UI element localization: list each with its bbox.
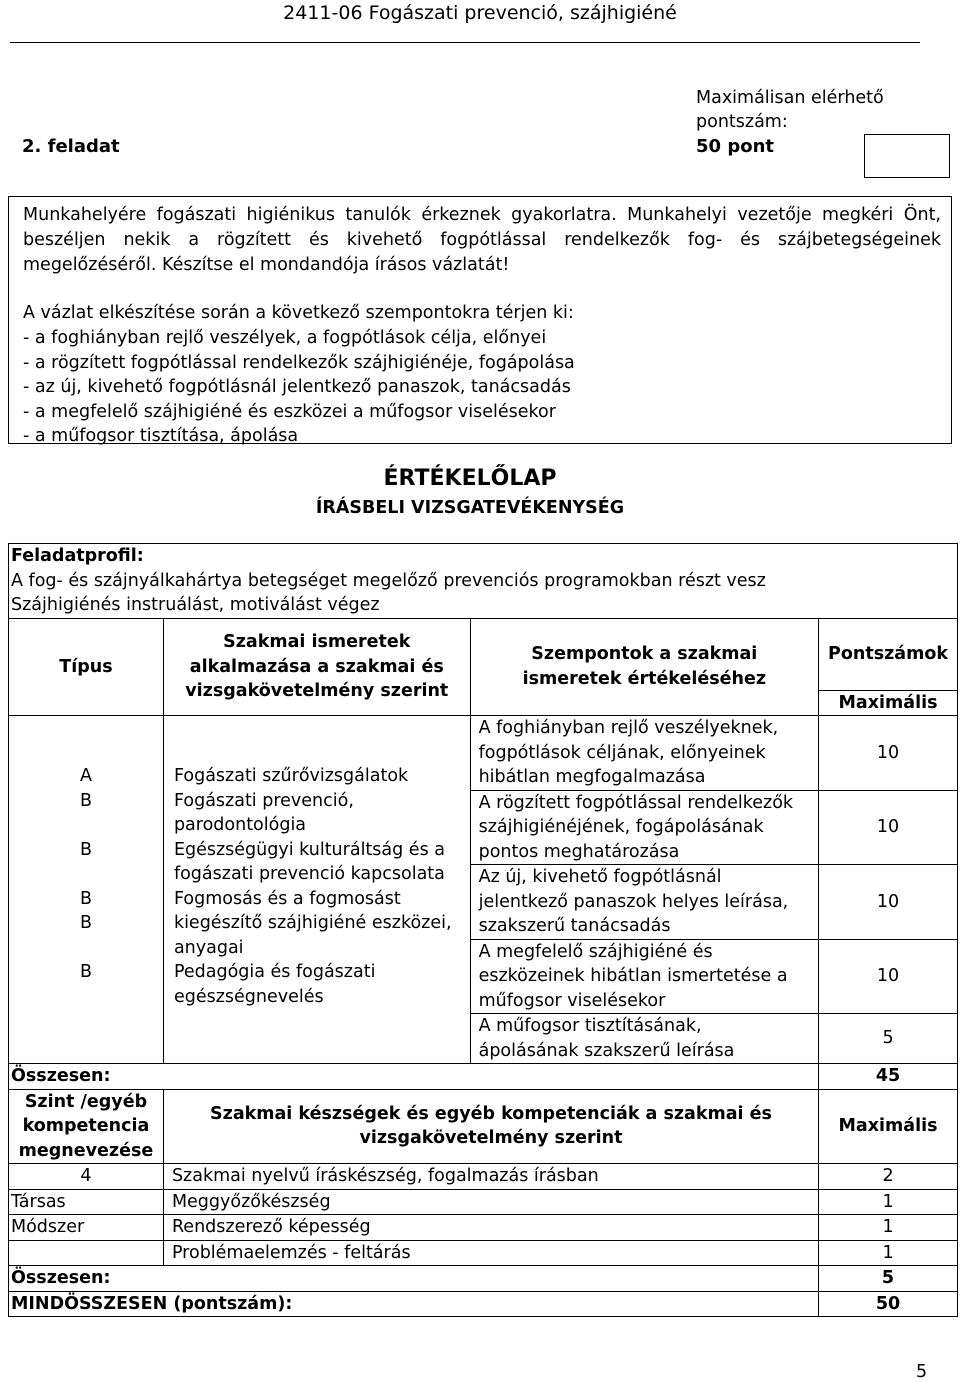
header-skills-line: vizsgakövetelmény szerint xyxy=(359,1128,623,1149)
max-points-label-line2: pontszám: xyxy=(696,112,788,132)
profile-line-1: A fog- és szájnyálkahártya betegséget megelőző prevenciós programokban részt vesz xyxy=(11,570,766,591)
header-divider xyxy=(10,42,920,43)
task-label: 2. feladat xyxy=(22,136,120,157)
skill-name: Szakmai nyelvű íráskészség, fogalmazás írásban xyxy=(163,1164,818,1190)
skill-points: 1 xyxy=(819,1215,958,1241)
criteria-text: szájhigiénéjének, fogápolásának xyxy=(478,817,764,837)
header-knowledge-line: vizsgakövetelmény szerint xyxy=(185,681,449,701)
criteria-title: A vázlat elkészítése során a következő szempontokra térjen ki: xyxy=(23,303,574,323)
knowledge-item: kiegészítő szájhigiéné eszközei, xyxy=(173,913,452,933)
criteria-row-4 xyxy=(470,939,818,1014)
page-number: 5 xyxy=(916,1362,928,1382)
max-points-label xyxy=(696,86,884,134)
type-value: B xyxy=(79,913,92,933)
type-column xyxy=(9,716,164,1064)
criteria-row-2 xyxy=(470,790,818,865)
criteria-text: ápolásának szakszerű leírása xyxy=(478,1040,735,1061)
criteria-text: eszközeinek hibátlan ismertetése a xyxy=(478,966,788,986)
skill-name: Rendszerező képesség xyxy=(163,1215,818,1241)
criteria-text: Az új, kivehető fogpótlásnál xyxy=(478,867,722,887)
type-value: B xyxy=(79,790,92,811)
header-knowledge-line: alkalmazása a szakmai és xyxy=(189,656,444,677)
points-row-5: 5 xyxy=(819,1014,958,1064)
criteria-row-3 xyxy=(470,865,818,940)
criteria-text: szakszerű tanácsadás xyxy=(478,916,671,936)
header-level-line: megnevezése xyxy=(18,1140,154,1161)
skill-level: Társas xyxy=(9,1189,164,1215)
criteria-list xyxy=(23,326,941,449)
knowledge-item: Fogászati szűrővizsgálatok xyxy=(173,766,409,786)
criteria-row-1 xyxy=(470,716,818,791)
skill-points: 2 xyxy=(819,1164,958,1190)
grand-total-label: MINDÖSSZESEN (pontszám): xyxy=(9,1291,819,1317)
profile-cell xyxy=(9,544,958,619)
criteria-text: A megfelelő szájhigiéné és xyxy=(478,941,713,962)
points-row-1: 10 xyxy=(819,716,958,791)
knowledge-item: fogászati prevenció kapcsolata xyxy=(173,864,445,884)
header-max: Maximális xyxy=(819,690,958,716)
task-description-box xyxy=(8,196,952,444)
knowledge-item: egészségnevelés xyxy=(173,986,324,1007)
header-skills-max: Maximális xyxy=(819,1089,958,1164)
evaluation-table xyxy=(8,543,958,1317)
header-level-line: kompetencia xyxy=(22,1116,150,1136)
points-row-4: 10 xyxy=(819,939,958,1014)
header-points: Pontszámok xyxy=(819,618,958,690)
header-level-line: Szint /egyéb xyxy=(24,1091,148,1112)
type-value: B xyxy=(79,888,92,909)
knowledge-item: Egészségügyi kulturáltság és a xyxy=(173,839,445,860)
skill-points: 1 xyxy=(819,1240,958,1266)
header-level xyxy=(9,1089,164,1164)
skill-level: 4 xyxy=(9,1164,164,1190)
knowledge-item: Fogmosás és a fogmosást xyxy=(173,888,401,909)
header-knowledge xyxy=(163,618,470,716)
criteria-item: - a rögzített fogpótlással rendelkezők szájhigiénéje, fogápolása xyxy=(23,352,575,373)
header-criteria-line: Szempontok a szakmai xyxy=(531,644,758,665)
max-points-value: 50 pont xyxy=(696,136,774,157)
subtotal-1-label: Összesen: xyxy=(9,1064,819,1090)
score-entry-box[interactable] xyxy=(864,134,950,178)
criteria-item: - a műfogsor tisztítása, ápolása xyxy=(23,426,299,446)
header-knowledge-line: Szakmai ismeretek xyxy=(223,632,411,652)
skill-name: Meggyőzőkészség xyxy=(163,1189,818,1215)
profile-label: Feladatprofil: xyxy=(11,546,144,566)
skill-level: Módszer xyxy=(9,1215,164,1241)
knowledge-item: parodontológia xyxy=(173,815,307,835)
criteria-row-5 xyxy=(470,1014,818,1064)
criteria-text: A rögzített fogpótlással rendelkezők xyxy=(478,792,794,813)
knowledge-item: anyagai xyxy=(173,937,244,958)
type-value: A xyxy=(79,766,92,786)
intro-line-2: beszéljen nekik a rögzített és kivehető fogpótlással rendelkezők fog- és szájbetegségeinek xyxy=(23,230,941,250)
document-header-title: 2411-06 Fogászati prevenció, szájhigiéné xyxy=(283,2,677,24)
criteria-item: - a foghiányban rejlő veszélyek, a fogpótlások célja, előnyei xyxy=(23,328,547,348)
criteria-text: jelentkező panaszok helyes leírása, xyxy=(478,891,789,912)
intro-line-1: Munkahelyére fogászati higiénikus tanulók érkeznek gyakorlatra. Munkahelyi vezetője megkéri Önt, xyxy=(23,205,941,225)
intro-line-3: megelőzéséről. Készítse el mondandója írásos vázlatát! xyxy=(23,255,510,275)
skill-name: Problémaelemzés - feltárás xyxy=(163,1240,818,1266)
skill-points: 1 xyxy=(819,1189,958,1215)
subtotal-2-value: 5 xyxy=(819,1266,958,1292)
type-value: B xyxy=(79,839,92,860)
subtotal-2-label: Összesen: xyxy=(9,1266,819,1292)
max-points-label-line1: Maximálisan elérhető xyxy=(696,88,884,108)
grand-total-value: 50 xyxy=(819,1291,958,1317)
criteria-item: - az új, kivehető fogpótlásnál jelentkező panaszok, tanácsadás xyxy=(23,377,571,397)
header-type: Típus xyxy=(9,618,164,716)
sheet-subtitle: ÍRÁSBELI VIZSGATEVÉKENYSÉG xyxy=(315,498,625,518)
criteria-text: műfogsor viselésekor xyxy=(478,990,666,1011)
profile-line-2: Szájhigiénés instruálást, motiválást végez xyxy=(11,595,380,615)
knowledge-item: Pedagógia és fogászati xyxy=(173,962,376,982)
points-row-3: 10 xyxy=(819,865,958,940)
header-skills-line: Szakmai készségek és egyéb kompetenciák a szakmai és xyxy=(210,1103,772,1124)
skill-level xyxy=(9,1240,164,1266)
criteria-text: A foghiányban rejlő veszélyeknek, xyxy=(478,718,779,738)
criteria-text: fogpótlások céljának, előnyeinek xyxy=(478,742,766,763)
type-value: B xyxy=(79,962,92,982)
header-skills xyxy=(163,1089,818,1164)
criteria-item: - a megfelelő szájhigiéné és eszközei a műfogsor viselésekor xyxy=(23,401,556,422)
sheet-title: ÉRTÉKELŐLAP xyxy=(383,466,557,491)
knowledge-item: Fogászati prevenció, xyxy=(173,790,354,811)
criteria-text: pontos meghatározása xyxy=(478,841,680,862)
knowledge-column xyxy=(163,716,470,1064)
subtotal-1-value: 45 xyxy=(819,1064,958,1090)
header-criteria xyxy=(470,618,818,716)
criteria-text: A műfogsor tisztításának, xyxy=(478,1016,702,1036)
points-row-2: 10 xyxy=(819,790,958,865)
header-criteria-line: ismeretek értékeléséhez xyxy=(522,668,767,689)
criteria-text: hibátlan megfogalmazása xyxy=(478,767,706,787)
